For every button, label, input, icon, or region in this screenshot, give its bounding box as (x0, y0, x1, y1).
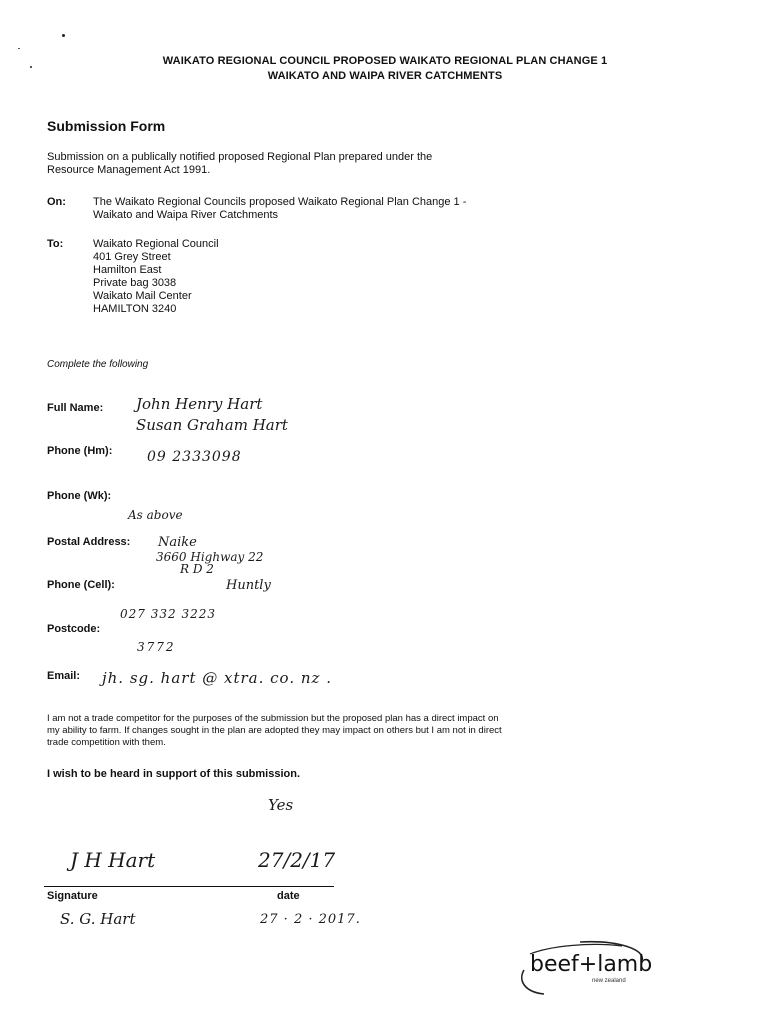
phone-work-value: As above (128, 508, 183, 522)
postal-address-value: R D 2 (180, 562, 214, 576)
to-address-line: 401 Grey Street (93, 251, 171, 263)
to-address-line: HAMILTON 3240 (93, 303, 177, 315)
phone-cell-value: 027 332 3223 (120, 607, 216, 621)
phone-home-value: 09 2333098 (147, 449, 242, 465)
statement-line1: I am not a trade competitor for the purposes of the submission but the proposed plan has a direct impact on (47, 713, 499, 724)
full-name-label: Full Name: (47, 402, 104, 414)
on-line1: The Waikato Regional Councils proposed Waikato Regional Plan Change 1 - (93, 196, 467, 208)
to-label: To: (47, 238, 64, 250)
date-handwritten: 27/2/17 (258, 848, 336, 872)
signature-label: Signature (47, 890, 98, 902)
logo-text: beef+lamb (530, 952, 653, 977)
statement-line3: trade competition with them. (47, 737, 166, 748)
stray-mark (18, 48, 20, 49)
postal-address-value: Huntly (226, 578, 271, 593)
stray-mark (62, 34, 65, 37)
email-value: jh. sg. hart @ xtra. co. nz . (102, 669, 332, 687)
email-label: Email: (47, 670, 81, 682)
phone-cell-label: Phone (Cell): (47, 579, 115, 591)
full-name-value: Susan Graham Hart (136, 416, 288, 434)
intro-line1: Submission on a publically notified proposed Regional Plan prepared under the (47, 151, 433, 163)
postal-address-value: 3660 Highway 22 (156, 550, 264, 564)
on-line2: Waikato and Waipa River Catchments (93, 209, 279, 221)
postal-address-label: Postal Address: (47, 536, 131, 548)
statement-line2: my ability to farm. If changes sought in the plan are adopted they may impact on others but I am not in direct (47, 725, 502, 736)
document-header-line2: WAIKATO AND WAIPA RIVER CATCHMENTS (267, 70, 503, 82)
full-name-value: John Henry Hart (136, 395, 263, 413)
signature-handwritten-2: S. G. Hart (60, 910, 136, 928)
to-address-line: Hamilton East (93, 264, 162, 276)
beef-lamb-logo (510, 940, 660, 1000)
signature-handwritten: J H Hart (70, 848, 156, 872)
phone-home-label: Phone (Hm): (47, 445, 113, 457)
postcode-label: Postcode: (47, 623, 101, 635)
to-address-line: Private bag 3038 (93, 277, 177, 289)
to-address-line: Waikato Regional Council (93, 238, 219, 250)
intro-line2: Resource Management Act 1991. (47, 164, 211, 176)
document-header-line1: WAIKATO REGIONAL COUNCIL PROPOSED WAIKATO REGIONAL PLAN CHANGE 1 (162, 55, 608, 67)
on-label: On: (47, 196, 66, 208)
postal-address-value: Naike (158, 535, 197, 550)
heard-answer: Yes (268, 796, 294, 814)
logo-subtext: new zealand (592, 978, 626, 984)
date-handwritten-2: 27 · 2 · 2017. (260, 912, 361, 927)
phone-work-label: Phone (Wk): (47, 490, 112, 502)
signature-line (44, 886, 334, 887)
date-label: date (277, 890, 300, 902)
to-address-line: Waikato Mail Center (93, 290, 192, 302)
heard-statement: I wish to be heard in support of this submission. (47, 768, 301, 780)
complete-note: Complete the following (47, 359, 149, 370)
form-title: Submission Form (47, 118, 166, 134)
postcode-value: 3772 (137, 640, 176, 654)
